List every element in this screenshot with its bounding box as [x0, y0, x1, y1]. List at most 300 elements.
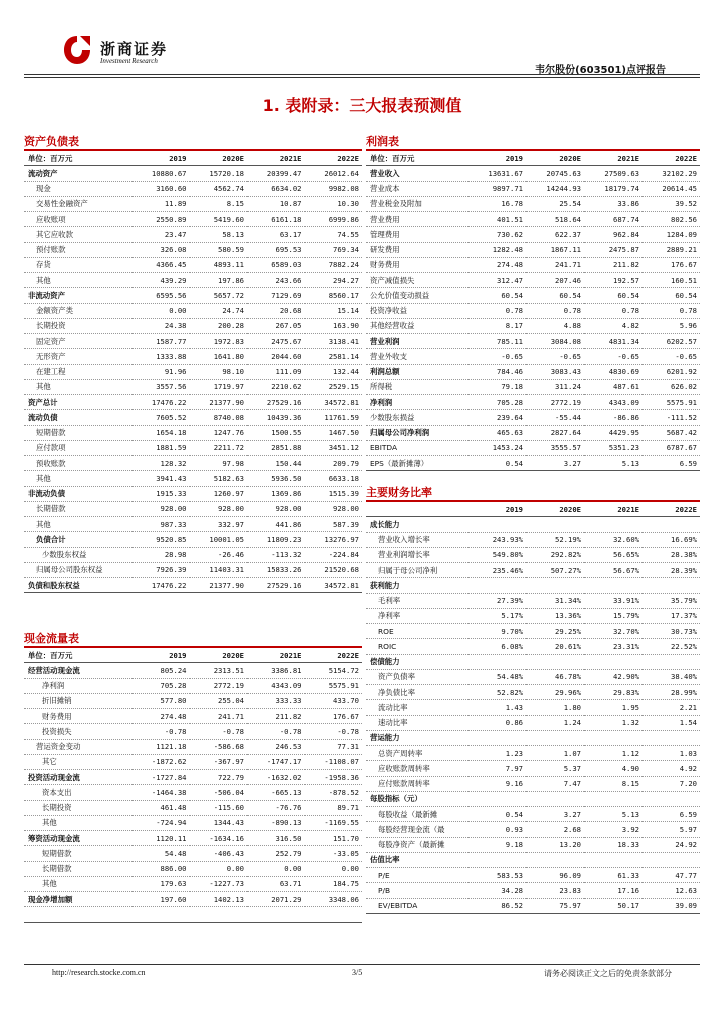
table-row — [366, 303, 700, 318]
cell-value: -0.78 — [132, 724, 190, 739]
cell-value — [584, 730, 642, 745]
table-row — [24, 739, 362, 754]
cell-value: 6202.57 — [642, 334, 700, 349]
cell-value: 2827.64 — [526, 425, 584, 440]
row-label: 资产负债率 — [366, 669, 468, 684]
row-label: 长期借款 — [24, 861, 132, 876]
table-row — [366, 715, 700, 730]
table-header-row — [24, 648, 362, 663]
row-label: 短期借款 — [24, 425, 132, 440]
cell-value: 13276.97 — [305, 532, 363, 547]
cell-value: 6589.03 — [247, 257, 305, 272]
table-row — [366, 563, 700, 578]
cell-value: 6787.67 — [642, 440, 700, 455]
cell-value: 11.89 — [132, 196, 190, 211]
table-row — [24, 892, 362, 907]
cell-value: 151.70 — [305, 831, 363, 846]
row-label: 营业费用 — [366, 212, 468, 227]
table-row — [366, 685, 700, 700]
cell-value — [584, 654, 642, 669]
cell-value: 111.09 — [247, 364, 305, 379]
cell-value: 2475.87 — [584, 242, 642, 257]
row-label: 其他 — [24, 471, 132, 486]
cell-value: 150.44 — [247, 456, 305, 471]
cell-value: 10001.05 — [190, 532, 248, 547]
cell-value: 33.86 — [584, 196, 642, 211]
cell-value: 316.50 — [247, 831, 305, 846]
cell-value: 54.48 — [132, 846, 190, 861]
table-row — [24, 410, 362, 425]
cell-value: 3941.43 — [132, 471, 190, 486]
cell-value: 1369.86 — [247, 486, 305, 501]
cell-value: 52.19% — [526, 532, 584, 547]
cell-value: 9.70% — [468, 624, 526, 639]
cell-value: 928.00 — [190, 501, 248, 516]
row-label: 财务费用 — [24, 709, 132, 724]
cell-value — [526, 730, 584, 745]
row-label: 应付账款周转率 — [366, 776, 468, 791]
cell-value: 928.00 — [247, 501, 305, 516]
table-row — [366, 273, 700, 288]
income-statement-section — [366, 135, 700, 471]
row-label: ROE — [366, 624, 468, 639]
cell-value: 2.68 — [526, 822, 584, 837]
cell-value: 63.71 — [247, 876, 305, 891]
table-row — [24, 288, 362, 303]
cell-value: 1344.43 — [190, 815, 248, 830]
row-label: ROIC — [366, 639, 468, 654]
cell-value: 34.28 — [468, 883, 526, 898]
table-row — [366, 242, 700, 257]
cell-value: -1227.73 — [190, 876, 248, 891]
table-row — [366, 669, 700, 684]
row-label: 营业收入 — [366, 166, 468, 181]
cell-value: 54.48% — [468, 669, 526, 684]
cell-value: 91.96 — [132, 364, 190, 379]
row-label: 成长能力 — [366, 517, 468, 532]
cell-value: 2044.60 — [247, 349, 305, 364]
cell-value: 3160.60 — [132, 181, 190, 196]
table-row — [24, 785, 362, 800]
cell-value: 0.54 — [468, 456, 526, 471]
cell-value: 2529.15 — [305, 379, 363, 394]
cell-value: 63.17 — [247, 227, 305, 242]
cell-value: 8.15 — [190, 196, 248, 211]
table-row — [366, 257, 700, 272]
cell-value: 27529.16 — [247, 395, 305, 410]
cell-value: 192.57 — [584, 273, 642, 288]
row-label: 非流动资产 — [24, 288, 132, 303]
cell-value: 6595.56 — [132, 288, 190, 303]
table-row — [24, 724, 362, 739]
row-label: 负债合计 — [24, 532, 132, 547]
header-divider — [24, 77, 700, 78]
cell-value: 1.32 — [584, 715, 642, 730]
cell-value: 20399.47 — [247, 166, 305, 181]
row-label: 资本支出 — [24, 785, 132, 800]
year-header: 2021E — [247, 648, 305, 663]
cell-value: -0.78 — [305, 724, 363, 739]
cell-value: 209.79 — [305, 456, 363, 471]
cell-value: -1464.38 — [132, 785, 190, 800]
cell-value: 17476.22 — [132, 395, 190, 410]
table-row — [366, 181, 700, 196]
cell-value: 805.24 — [132, 663, 190, 678]
table-row — [366, 212, 700, 227]
row-label: 流动资产 — [24, 166, 132, 181]
table-row — [24, 456, 362, 471]
cell-value: 56.65% — [584, 547, 642, 562]
cell-value: -1632.02 — [247, 770, 305, 785]
row-label: 其他 — [24, 273, 132, 288]
row-label: 营业利润 — [366, 334, 468, 349]
cell-value: 24.92 — [642, 837, 700, 852]
row-label: P/E — [366, 868, 468, 883]
cell-value: 6633.18 — [305, 471, 363, 486]
cell-value: 86.52 — [468, 898, 526, 913]
cell-value: 1333.88 — [132, 349, 190, 364]
financial-ratios-title: 主要财务比率 — [366, 486, 700, 502]
cell-value: 17.16 — [584, 883, 642, 898]
cell-value: -0.78 — [247, 724, 305, 739]
cell-value: 27529.16 — [247, 578, 305, 593]
cell-value: 61.33 — [584, 868, 642, 883]
row-label: 投资损失 — [24, 724, 132, 739]
cell-value: 211.82 — [247, 709, 305, 724]
table-row — [366, 547, 700, 562]
table-row — [24, 364, 362, 379]
cell-value: -1634.16 — [190, 831, 248, 846]
income-statement-table — [366, 151, 700, 471]
cell-value: 20745.63 — [526, 166, 584, 181]
row-label: 非流动负债 — [24, 486, 132, 501]
footer-disclaimer: 请务必阅读正文之后的免责条款部分 — [544, 969, 672, 978]
row-label: 其他 — [24, 379, 132, 394]
table-row — [366, 395, 700, 410]
cell-value: 7129.69 — [247, 288, 305, 303]
year-header: 2022E — [305, 151, 363, 166]
cell-value: 1402.13 — [190, 892, 248, 907]
cell-value — [584, 852, 642, 867]
cell-value: 0.78 — [468, 303, 526, 318]
row-label: 总资产周转率 — [366, 746, 468, 761]
cell-value: 5575.91 — [642, 395, 700, 410]
table-row — [366, 746, 700, 761]
cell-value: 8.15 — [584, 776, 642, 791]
row-label: 预付账款 — [24, 242, 132, 257]
cell-value: 3555.57 — [526, 440, 584, 455]
cell-value: 5.17% — [468, 608, 526, 623]
cell-value: 15.79% — [584, 608, 642, 623]
cell-value: 9.16 — [468, 776, 526, 791]
cell-value — [468, 654, 526, 669]
row-label: 少数股东损益 — [366, 410, 468, 425]
row-label: 长期投资 — [24, 800, 132, 815]
cell-value: 21377.90 — [190, 578, 248, 593]
row-label: 营运能力 — [366, 730, 468, 745]
cell-value: 10.30 — [305, 196, 363, 211]
cell-value — [642, 730, 700, 745]
cell-value — [584, 791, 642, 806]
year-header: 2020E — [526, 151, 584, 166]
cell-value — [642, 852, 700, 867]
row-label: 净利率 — [366, 608, 468, 623]
cell-value: 4.92 — [642, 761, 700, 776]
cell-value — [526, 517, 584, 532]
row-label: 短期借款 — [24, 846, 132, 861]
cell-value: 197.60 — [132, 892, 190, 907]
cell-value: 10439.36 — [247, 410, 305, 425]
row-label: 资产总计 — [24, 395, 132, 410]
cell-value: 5.13 — [584, 456, 642, 471]
table-row — [366, 852, 700, 867]
cell-value: 622.37 — [526, 227, 584, 242]
cell-value: 439.29 — [132, 273, 190, 288]
cell-value: 27.39% — [468, 593, 526, 608]
cell-value: 549.80% — [468, 547, 526, 562]
table-row — [24, 257, 362, 272]
row-label: 在建工程 — [24, 364, 132, 379]
year-header: 2020E — [526, 502, 584, 517]
year-header: 2019 — [468, 151, 526, 166]
logo-text: 浙商证券 — [100, 40, 169, 58]
cash-flow-title: 现金流量表 — [24, 632, 362, 648]
page-title: 1. 表附录：三大报表预测值 — [262, 96, 462, 115]
cell-value: 2211.72 — [190, 440, 248, 455]
cell-value: -224.84 — [305, 547, 363, 562]
cell-value: -724.94 — [132, 815, 190, 830]
row-label: 估值比率 — [366, 852, 468, 867]
cell-value: -586.68 — [190, 739, 248, 754]
cell-value: 802.56 — [642, 212, 700, 227]
cell-value: 1121.18 — [132, 739, 190, 754]
cell-value: 1260.97 — [190, 486, 248, 501]
row-label: 管理费用 — [366, 227, 468, 242]
cell-value: 4830.69 — [584, 364, 642, 379]
cell-value: 1881.59 — [132, 440, 190, 455]
cell-value: 0.78 — [584, 303, 642, 318]
row-label: 营业收入增长率 — [366, 532, 468, 547]
cell-value — [468, 730, 526, 745]
row-label: 交易性金融资产 — [24, 196, 132, 211]
cell-value: 31.34% — [526, 593, 584, 608]
table-row — [24, 562, 362, 577]
cell-value: 33.91% — [584, 593, 642, 608]
cell-value: 1.23 — [468, 746, 526, 761]
cell-value: 0.93 — [468, 822, 526, 837]
cell-value — [642, 517, 700, 532]
page-header — [0, 0, 724, 78]
year-header: 2022E — [642, 502, 700, 517]
cell-value: 587.39 — [305, 517, 363, 532]
table-row — [366, 532, 700, 547]
cell-value: 26012.64 — [305, 166, 363, 181]
table-row — [366, 776, 700, 791]
cell-value: 0.86 — [468, 715, 526, 730]
row-label: 存货 — [24, 257, 132, 272]
row-label: 财务费用 — [366, 257, 468, 272]
table-row — [24, 395, 362, 410]
cell-value: 2772.19 — [526, 395, 584, 410]
row-label: 归属母公司净利润 — [366, 425, 468, 440]
cell-value: 6201.92 — [642, 364, 700, 379]
cell-value: 9520.85 — [132, 532, 190, 547]
unit-label: 单位：百万元 — [24, 151, 132, 166]
cell-value: 4.90 — [584, 761, 642, 776]
cell-value: 5657.72 — [190, 288, 248, 303]
footer-url-link[interactable]: http://research.stocke.com.cn — [52, 968, 146, 977]
row-label — [24, 907, 132, 922]
cell-value: 60.54 — [468, 288, 526, 303]
cell-value: 58.13 — [190, 227, 248, 242]
table-row — [24, 678, 362, 693]
table-row — [24, 318, 362, 333]
row-label: 长期投资 — [24, 318, 132, 333]
cell-value — [468, 578, 526, 593]
table-row — [366, 608, 700, 623]
table-row — [24, 709, 362, 724]
cell-value: 7.97 — [468, 761, 526, 776]
cell-value — [584, 578, 642, 593]
cell-value: 42.90% — [584, 669, 642, 684]
table-row — [366, 639, 700, 654]
cell-value: 1.03 — [642, 746, 700, 761]
cell-value: 32.70% — [584, 624, 642, 639]
cell-value: 2313.51 — [190, 663, 248, 678]
cell-value: 3138.41 — [305, 334, 363, 349]
cell-value: 2581.14 — [305, 349, 363, 364]
cell-value: 1.80 — [526, 700, 584, 715]
cell-value: 243.66 — [247, 273, 305, 288]
cell-value: -55.44 — [526, 410, 584, 425]
cell-value: -1958.36 — [305, 770, 363, 785]
cell-value: 197.86 — [190, 273, 248, 288]
table-row — [24, 303, 362, 318]
year-header: 2019 — [132, 648, 190, 663]
row-label: 其他 — [24, 815, 132, 830]
row-label: 每股收益（最新摊 — [366, 807, 468, 822]
cell-value: 687.74 — [584, 212, 642, 227]
cell-value: -1747.17 — [247, 754, 305, 769]
cell-value: 34572.81 — [305, 578, 363, 593]
table-row — [366, 898, 700, 913]
cell-value: -406.43 — [190, 846, 248, 861]
cell-value: -878.52 — [305, 785, 363, 800]
cell-value: -0.65 — [642, 349, 700, 364]
cell-value: 6.59 — [642, 807, 700, 822]
header-divider — [24, 74, 700, 75]
cell-value: 28.39% — [642, 563, 700, 578]
table-row — [366, 822, 700, 837]
cell-value — [526, 852, 584, 867]
row-label: 筹资活动现金流 — [24, 831, 132, 846]
cell-value: 886.00 — [132, 861, 190, 876]
unit-label: 单位：百万元 — [366, 151, 468, 166]
balance-sheet-title: 资产负债表 — [24, 135, 362, 151]
table-row — [24, 770, 362, 785]
cell-value: 311.24 — [526, 379, 584, 394]
cell-value: 626.02 — [642, 379, 700, 394]
cell-value: 7926.39 — [132, 562, 190, 577]
cell-value: 252.79 — [247, 846, 305, 861]
cell-value: -1169.55 — [305, 815, 363, 830]
table-row — [24, 754, 362, 769]
row-label: 少数股东权益 — [24, 547, 132, 562]
row-label: 其他 — [24, 517, 132, 532]
cell-value: 5.13 — [584, 807, 642, 822]
cell-value: -1727.84 — [132, 770, 190, 785]
cell-value: 47.77 — [642, 868, 700, 883]
cell-value — [526, 578, 584, 593]
cell-value: 5.97 — [642, 822, 700, 837]
cell-value — [468, 517, 526, 532]
cell-value — [642, 578, 700, 593]
row-label: 营业税金及附加 — [366, 196, 468, 211]
cell-value: 1.12 — [584, 746, 642, 761]
table-row — [24, 532, 362, 547]
cell-value: 30.73% — [642, 624, 700, 639]
cell-value: 132.44 — [305, 364, 363, 379]
table-row — [366, 517, 700, 532]
cell-value: 987.33 — [132, 517, 190, 532]
table-row — [24, 379, 362, 394]
table-row — [366, 593, 700, 608]
row-label: 无形资产 — [24, 349, 132, 364]
cell-value: 4366.45 — [132, 257, 190, 272]
cell-value: 9982.08 — [305, 181, 363, 196]
cell-value: 2.21 — [642, 700, 700, 715]
cell-value: -367.97 — [190, 754, 248, 769]
cell-value: 5351.23 — [584, 440, 642, 455]
cell-value: 9.18 — [468, 837, 526, 852]
row-label: 其它应收款 — [24, 227, 132, 242]
cell-value: 2475.67 — [247, 334, 305, 349]
row-label: 毛利率 — [366, 593, 468, 608]
cell-value: 23.83 — [526, 883, 584, 898]
cell-value: 60.54 — [642, 288, 700, 303]
row-label: 净负债比率 — [366, 685, 468, 700]
cell-value: 8740.08 — [190, 410, 248, 425]
year-header: 2022E — [305, 648, 363, 663]
cell-value: 18179.74 — [584, 181, 642, 196]
table-row — [366, 379, 700, 394]
table-row — [24, 800, 362, 815]
cell-value: 294.27 — [305, 273, 363, 288]
row-label: 归属母公司股东权益 — [24, 562, 132, 577]
year-header: 2022E — [642, 151, 700, 166]
cell-value: 583.53 — [468, 868, 526, 883]
cell-value: 11403.31 — [190, 562, 248, 577]
cell-value: 28.99% — [642, 685, 700, 700]
cell-value: 4.82 — [584, 318, 642, 333]
cell-value: 274.48 — [468, 257, 526, 272]
cell-value: 13631.67 — [468, 166, 526, 181]
financial-ratios-section — [366, 486, 700, 914]
cell-value: 785.11 — [468, 334, 526, 349]
cell-value: 0.54 — [468, 807, 526, 822]
cell-value: 1972.83 — [190, 334, 248, 349]
table-row — [24, 907, 362, 922]
cell-value: 20.61% — [526, 639, 584, 654]
cell-value: 4562.74 — [190, 181, 248, 196]
row-label: 每股经营现金流（最 — [366, 822, 468, 837]
row-label: 固定资产 — [24, 334, 132, 349]
cell-value: 160.51 — [642, 273, 700, 288]
cell-value: 4343.09 — [247, 678, 305, 693]
cell-value: 5687.42 — [642, 425, 700, 440]
cell-value: 207.46 — [526, 273, 584, 288]
table-header-row — [366, 151, 700, 166]
